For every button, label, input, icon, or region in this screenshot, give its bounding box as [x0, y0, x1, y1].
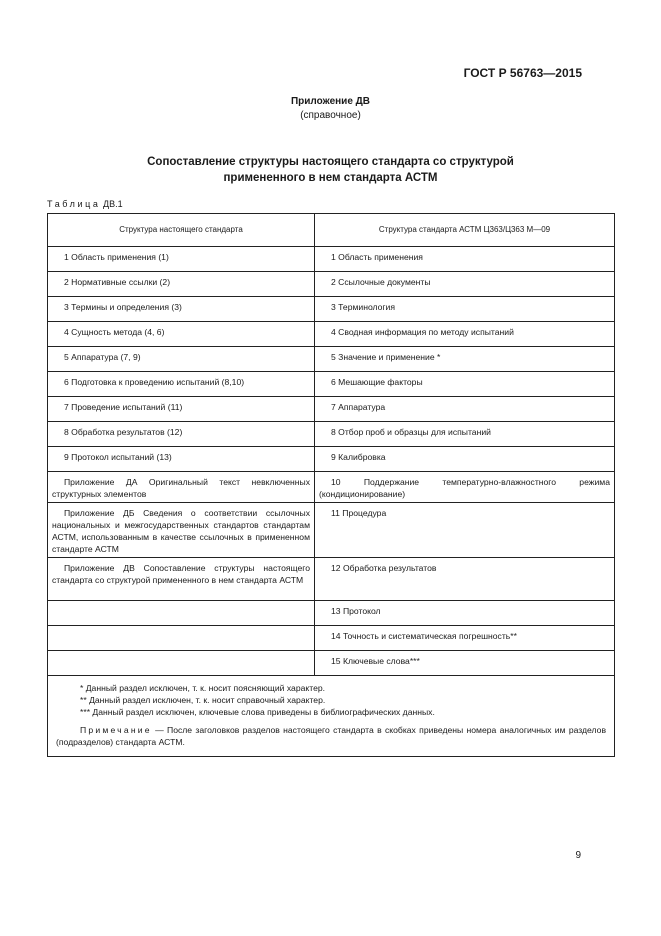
cell-right: 11 Процедура — [315, 503, 615, 558]
note-label: Примечание — [80, 725, 152, 735]
cell-right: 15 Ключевые слова*** — [315, 651, 615, 676]
cell-right: 10 Поддержание температурно-влажностного режима (кондиционирование) — [315, 472, 615, 503]
table-row — [48, 651, 615, 676]
cell-left: 6 Подготовка к проведению испытаний (8,10) — [48, 372, 315, 397]
cell-left: Приложение ДВ Сопоставление структуры настоящего стандарта со структурой примененного в нем стандарта АСТМ — [48, 558, 315, 601]
table-row — [48, 447, 615, 472]
table-row — [48, 322, 615, 347]
note-text: — После заголовков разделов настоящего стандарта в скобках приведены номера аналогичных им разделов (подразделов) стандарта АСТМ. — [56, 725, 607, 747]
cell-right: 12 Обработка результатов — [315, 558, 615, 601]
cell-right: 4 Сводная информация по методу испытаний — [315, 322, 615, 347]
comparison-table — [47, 213, 615, 757]
table-row — [48, 397, 615, 422]
cell-left: Приложение ДА Оригинальный текст невключенных структурных элементов — [48, 472, 315, 503]
table-row — [48, 422, 615, 447]
table-row — [48, 372, 615, 397]
cell-left — [48, 626, 315, 651]
appendix-subtitle: (справочное) — [300, 110, 361, 121]
appendix-heading — [0, 95, 661, 123]
cell-left — [48, 601, 315, 626]
table-footnotes — [48, 676, 615, 757]
cell-left: 9 Протокол испытаний (13) — [48, 447, 315, 472]
page-title-line-1: Сопоставление структуры настоящего стандарта со структурой — [147, 156, 514, 168]
appendix-title: Приложение ДВ — [290, 96, 371, 107]
table-row — [48, 297, 615, 322]
cell-right: 1 Область применения — [315, 247, 615, 272]
cell-left: Приложение ДБ Сведения о соответствии ссылочных национальных и межгосударственных стандартов стандартам АСТМ, использованным в качестве ссылочных в примененном стандарте АСТМ — [48, 503, 315, 558]
table-row — [48, 558, 615, 601]
table-row — [48, 247, 615, 272]
table-row — [48, 347, 615, 372]
cell-right: 13 Протокол — [315, 601, 615, 626]
table-row — [48, 626, 615, 651]
table-row — [48, 503, 615, 558]
footnote-3: *** Данный раздел исключен, ключевые слова приведены в библиографических данных. — [80, 707, 435, 717]
page-title-line-2: примененного в нем стандарта АСТМ — [223, 172, 438, 184]
cell-left: 2 Нормативные ссылки (2) — [48, 272, 315, 297]
cell-right: 2 Ссылочные документы — [315, 272, 615, 297]
cell-right: 3 Терминология — [315, 297, 615, 322]
table-row — [48, 272, 615, 297]
cell-right: 9 Калибровка — [315, 447, 615, 472]
document-code: ГОСТ Р 56763—2015 — [463, 66, 582, 80]
page-title — [0, 154, 661, 186]
footnote-1: * Данный раздел исключен, т. к. носит поясняющий характер. — [80, 683, 326, 693]
cell-right: 7 Аппаратура — [315, 397, 615, 422]
table-footnotes-row — [48, 676, 615, 757]
table-caption-number: ДВ.1 — [103, 199, 123, 209]
cell-left: 7 Проведение испытаний (11) — [48, 397, 315, 422]
table-row — [48, 472, 615, 503]
cell-right: 14 Точность и систематическая погрешность** — [315, 626, 615, 651]
table-header-row — [48, 214, 615, 247]
column-header-right: Структура стандарта АСТМ Ц363/Ц363 М—09 — [315, 214, 615, 247]
cell-right: 8 Отбор проб и образцы для испытаний — [315, 422, 615, 447]
cell-left: 1 Область применения (1) — [48, 247, 315, 272]
cell-left: 5 Аппаратура (7, 9) — [48, 347, 315, 372]
cell-left — [48, 651, 315, 676]
cell-left: 4 Сущность метода (4, 6) — [48, 322, 315, 347]
cell-right: 5 Значение и применение * — [315, 347, 615, 372]
table-note — [56, 724, 606, 748]
cell-left: 3 Термины и определения (3) — [48, 297, 315, 322]
table-row — [48, 601, 615, 626]
page-number: 9 — [575, 850, 581, 861]
cell-right: 6 Мешающие факторы — [315, 372, 615, 397]
footnote-2: ** Данный раздел исключен, т. к. носит справочный характер. — [80, 695, 326, 705]
table-caption — [47, 199, 123, 209]
column-header-left: Структура настоящего стандарта — [48, 214, 315, 247]
table-caption-prefix: Таблица — [47, 199, 101, 209]
cell-left: 8 Обработка результатов (12) — [48, 422, 315, 447]
